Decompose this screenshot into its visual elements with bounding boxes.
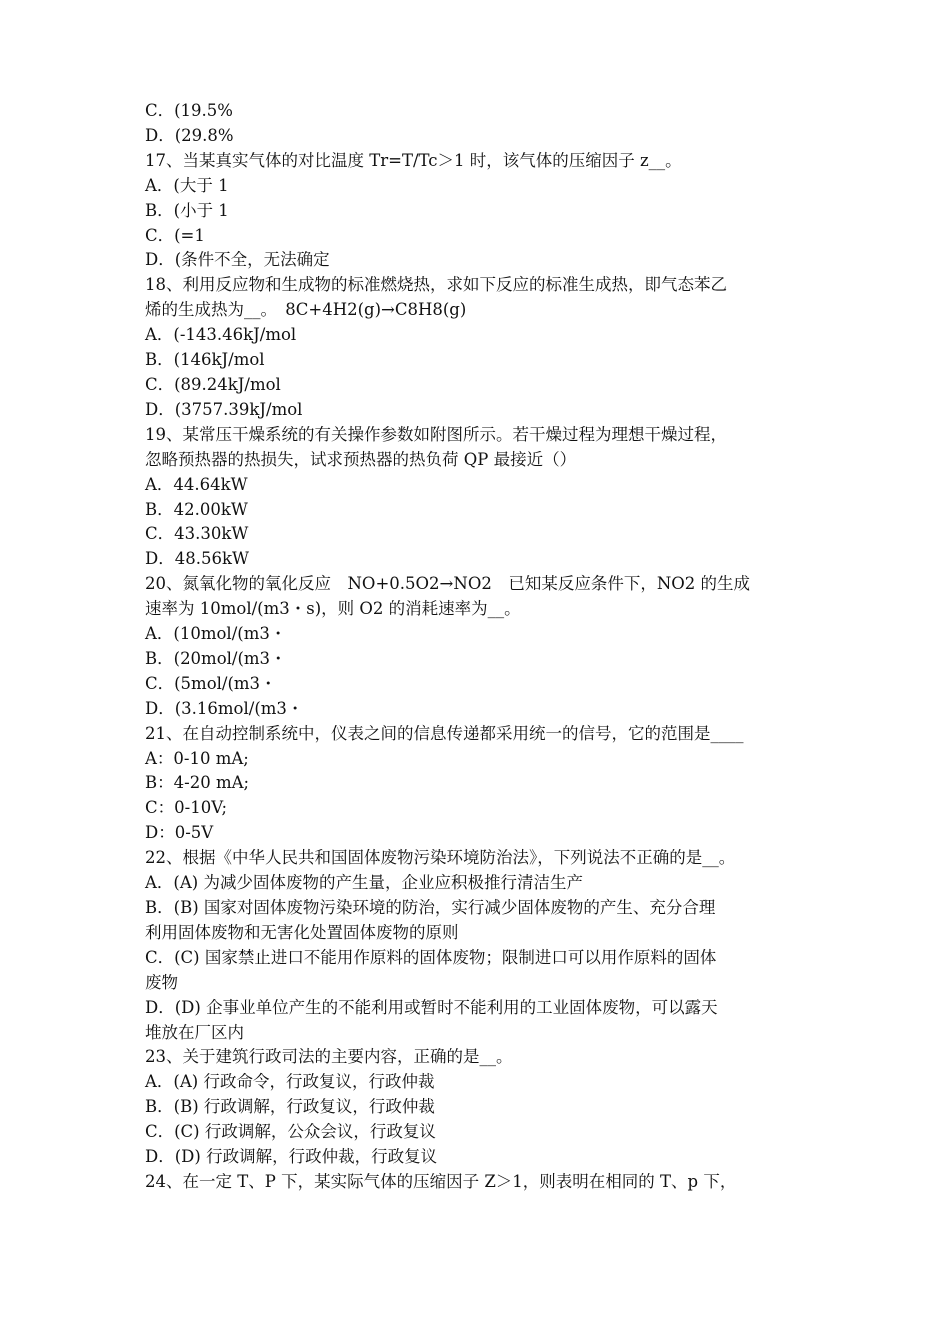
answer-option-line: B．(B) 行政调解，行政复议，行政仲裁 xyxy=(145,1097,435,1117)
answer-option-line: 废物 xyxy=(145,972,178,992)
answer-option-line: B：4-20 mA; xyxy=(145,773,250,793)
answer-option-line: B．(146kJ/mol xyxy=(145,350,265,370)
answer-option-line: C．(C) 行政调解，公众会议，行政复议 xyxy=(145,1122,436,1142)
question-text-line: 24、在一定 T、P 下，某实际气体的压缩因子 Z＞1，则表明在相同的 T、p 下， xyxy=(145,1171,737,1191)
answer-option-line: D．(条件不全，无法确定 xyxy=(145,250,330,270)
answer-option-line: A．(A) 行政命令，行政复议，行政仲裁 xyxy=(145,1072,435,1092)
answer-option-line: A：0-10 mA; xyxy=(145,748,249,768)
answer-option-line: B．(小于 1 xyxy=(145,200,229,220)
answer-option-line: D．48.56kW xyxy=(145,549,249,569)
answer-option-line: C．43.30kW xyxy=(145,524,249,544)
answer-option-line: C：0-10V; xyxy=(145,798,228,818)
answer-option-line: B．(B) 国家对固体废物污染环境的防治，实行减少固体废物的产生、充分合理 xyxy=(145,898,716,917)
question-text-line: 22、根据《中华人民共和国固体废物污染环境防治法》，下列说法不正确的是__。 xyxy=(145,848,736,868)
answer-option-line: A．(10mol/(m3・ xyxy=(145,624,287,644)
answer-option-line: B．(20mol/(m3・ xyxy=(145,648,287,668)
answer-option-line: 堆放在厂区内 xyxy=(145,1022,244,1042)
question-text-line: 19、某常压干燥系统的有关操作参数如附图所示。若干燥过程为理想干燥过程， xyxy=(145,424,727,444)
answer-option-line: A．(-143.46kJ/mol xyxy=(145,325,297,345)
question-text-line: 23、关于建筑行政司法的主要内容，正确的是__。 xyxy=(145,1047,513,1067)
answer-option-line: D．(29.8% xyxy=(145,125,234,145)
answer-option-line: C．(89.24kJ/mol xyxy=(145,374,281,394)
question-text-line: 18、利用反应物和生成物的标准燃烧热，求如下反应的标准生成热，即气态苯乙 xyxy=(145,275,727,295)
document-page xyxy=(145,99,810,1195)
answer-option-line: A．(A) 为减少固体废物的产生量，企业应积极推行清洁生产 xyxy=(145,873,583,893)
question-text-line: 17、当某真实气体的对比温度 Tr=T/Tc＞1 时，该气体的压缩因子 z__。 xyxy=(145,150,682,170)
answer-option-line: C．(19.5% xyxy=(145,101,233,120)
answer-option-line: C．(=1 xyxy=(145,225,205,245)
question-text-line: 烯的生成热为__。 8C+4H2(g)→C8H8(g) xyxy=(145,300,467,320)
answer-option-line: D．(3757.39kJ/mol xyxy=(145,399,303,419)
question-text-line: 20、氮氧化物的氧化反应 NO+0.5O2→NO2 已知某反应条件下，NO2 的生成 xyxy=(145,574,751,594)
answer-option-line: A．(大于 1 xyxy=(145,175,229,195)
answer-option-line: 利用固体废物和无害化处置固体废物的原则 xyxy=(145,922,459,942)
answer-option-line: C．(C) 国家禁止进口不能用作原料的固体废物；限制进口可以用作原料的固体 xyxy=(145,947,717,967)
answer-option-line: D．(3.16mol/(m3・ xyxy=(145,698,304,718)
answer-option-line: D：0-5V xyxy=(145,823,214,843)
answer-option-line: A．44.64kW xyxy=(145,474,248,494)
answer-option-line: D．(D) 行政调解，行政仲裁，行政复议 xyxy=(145,1147,438,1167)
answer-option-line: C．(5mol/(m3・ xyxy=(145,673,277,693)
answer-option-line: B．42.00kW xyxy=(145,499,248,519)
question-text-line: 速率为 10mol/(m3・s)，则 O2 的消耗速率为__。 xyxy=(145,599,521,619)
question-text-line: 忽略预热器的热损失，试求预热器的热负荷 QP 最接近（） xyxy=(145,449,577,469)
question-text-line: 21、在自动控制系统中，仪表之间的信息传递都采用统一的信号，它的范围是____ xyxy=(145,723,744,743)
answer-option-line: D．(D) 企事业单位产生的不能利用或暂时不能利用的工业固体废物，可以露天 xyxy=(145,997,718,1017)
